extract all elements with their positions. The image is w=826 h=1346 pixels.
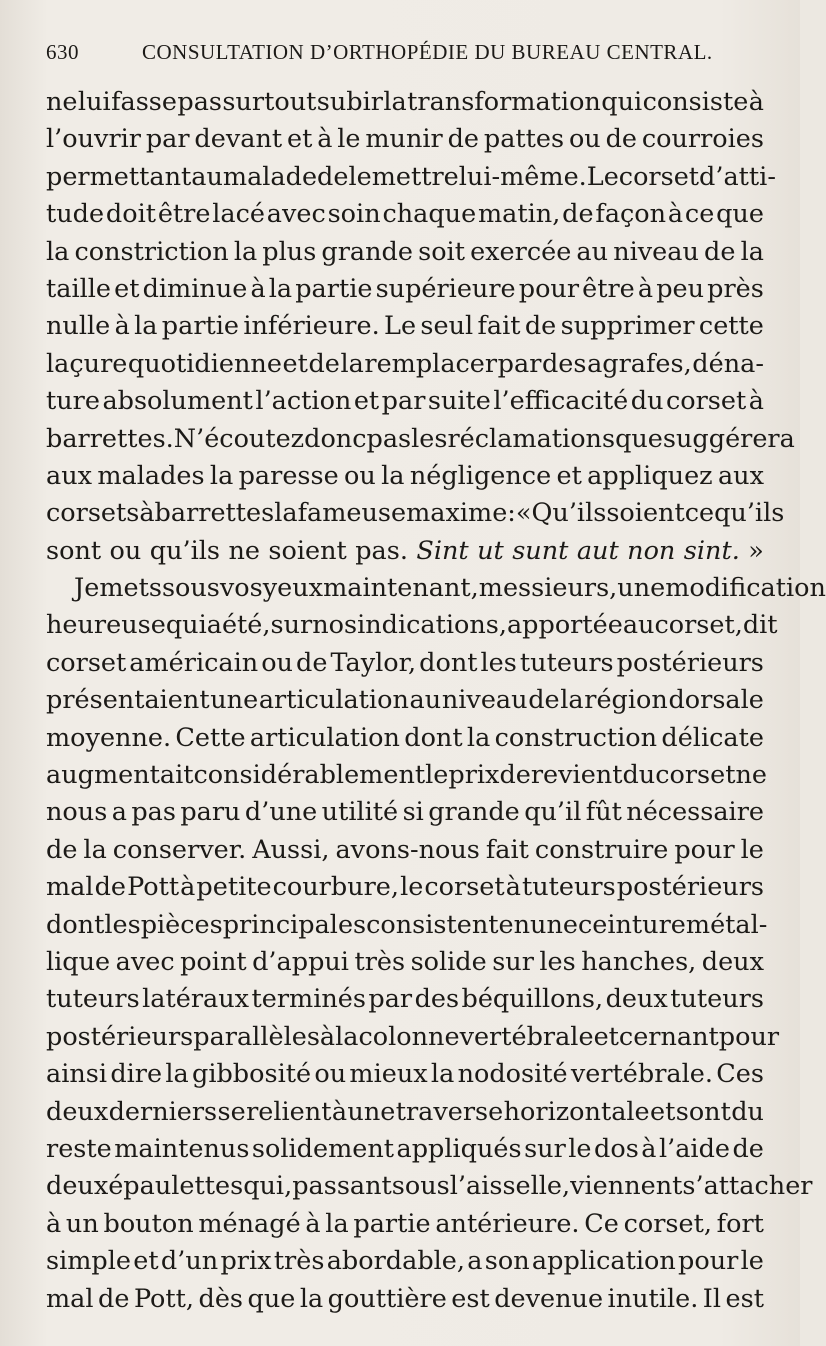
- text-line: postérieurs parallèles à la colonne vertébrale et cernant pour: [46, 1021, 780, 1052]
- text-line: ture absolument l’action et par suite l’efficacité du corset à: [46, 386, 764, 417]
- text-line: ainsi dire la gibbosité ou mieux la nodosité vertébrale. Ces: [46, 1059, 764, 1090]
- text-line: présentaient une articulation au niveau de la région dorsale: [46, 685, 764, 716]
- text-line: dont les pièces principales consistent en une ceinture métal-: [46, 909, 768, 940]
- text-line: mal de Pott, dès que la gouttière est devenue inutile. Il est: [46, 1283, 764, 1314]
- text-line: nous a pas paru d’une utilité si grande qu’il fût nécessaire: [46, 797, 764, 828]
- text-line: ne lui fasse pas surtout subir la transformation qui consiste à: [46, 87, 764, 117]
- text-line: Je mets sous vos yeux maintenant, messieurs, une modification: [74, 573, 826, 604]
- text-line: corset américain ou de Taylor, dont les tuteurs postérieurs: [46, 647, 764, 678]
- body-text: [46, 84, 826, 1318]
- page-number: 630: [46, 40, 79, 64]
- text-line: barrettes. N’écoutez donc pas les réclamations que suggérera: [46, 423, 795, 454]
- text-line: l’ouvrir par devant et à le munir de pattes ou de courroies: [46, 124, 764, 155]
- text-line: laçure quotidienne et de la remplacer par des agrafes, déna-: [46, 348, 764, 379]
- text-line: reste maintenus solidement appliqués sur le dos à l’aide de: [46, 1133, 764, 1164]
- text-line: augmentait considérablement le prix de revient du corset ne: [46, 760, 767, 791]
- text-line: deux derniers se relient à une traverse horizontale et sont du: [46, 1096, 764, 1127]
- text-line: permettant au malade de le mettre lui-même. Le corset d’atti-: [46, 161, 776, 192]
- text-line: heureuse qui a été, sur nos indications, apportée au corset, dit: [46, 610, 778, 641]
- page-header: [46, 40, 764, 84]
- text-line: mal de Pott à petite courbure, le corset à tuteurs postérieurs: [46, 872, 764, 903]
- text-line: à un bouton ménagé à la partie antérieure. Ce corset, fort: [46, 1208, 764, 1239]
- text-line: taille et diminue à la partie supérieure pour être à peu près: [46, 273, 764, 304]
- text-line: sont ou qu’ils ne soient pas. Sint ut sunt aut non sint. »: [46, 535, 764, 566]
- text-line: nulle à la partie inférieure. Le seul fait de supprimer cette: [46, 311, 764, 342]
- text-line: tude doit être lacé avec soin chaque matin, de façon à ce que: [46, 199, 764, 230]
- text-line: de la conserver. Aussi, avons-nous fait construire pour le: [46, 834, 764, 865]
- text-line: tuteurs latéraux terminés par des béquillons, deux tuteurs: [46, 984, 764, 1015]
- running-head: CONSULTATION D’ORTHOPÉDIE DU BUREAU CENTRAL.: [142, 40, 713, 64]
- text-line: lique avec point d’appui très solide sur les hanches, deux: [46, 946, 764, 977]
- text-line: simple et d’un prix très abordable, a son application pour le: [46, 1246, 764, 1277]
- text-line: deux épaulettes qui, passant sous l’aisselle, viennent s’attacher: [46, 1171, 813, 1202]
- text-line: moyenne. Cette articulation dont la construction délicate: [46, 722, 764, 753]
- text-line: aux malades la paresse ou la négligence et appliquez aux: [46, 460, 764, 491]
- text-line: la constriction la plus grande soit exercée au niveau de la: [46, 236, 764, 267]
- text-line: corsets à barrettes la fameuse maxime : « Qu’ils soient ce qu’ils: [46, 498, 785, 529]
